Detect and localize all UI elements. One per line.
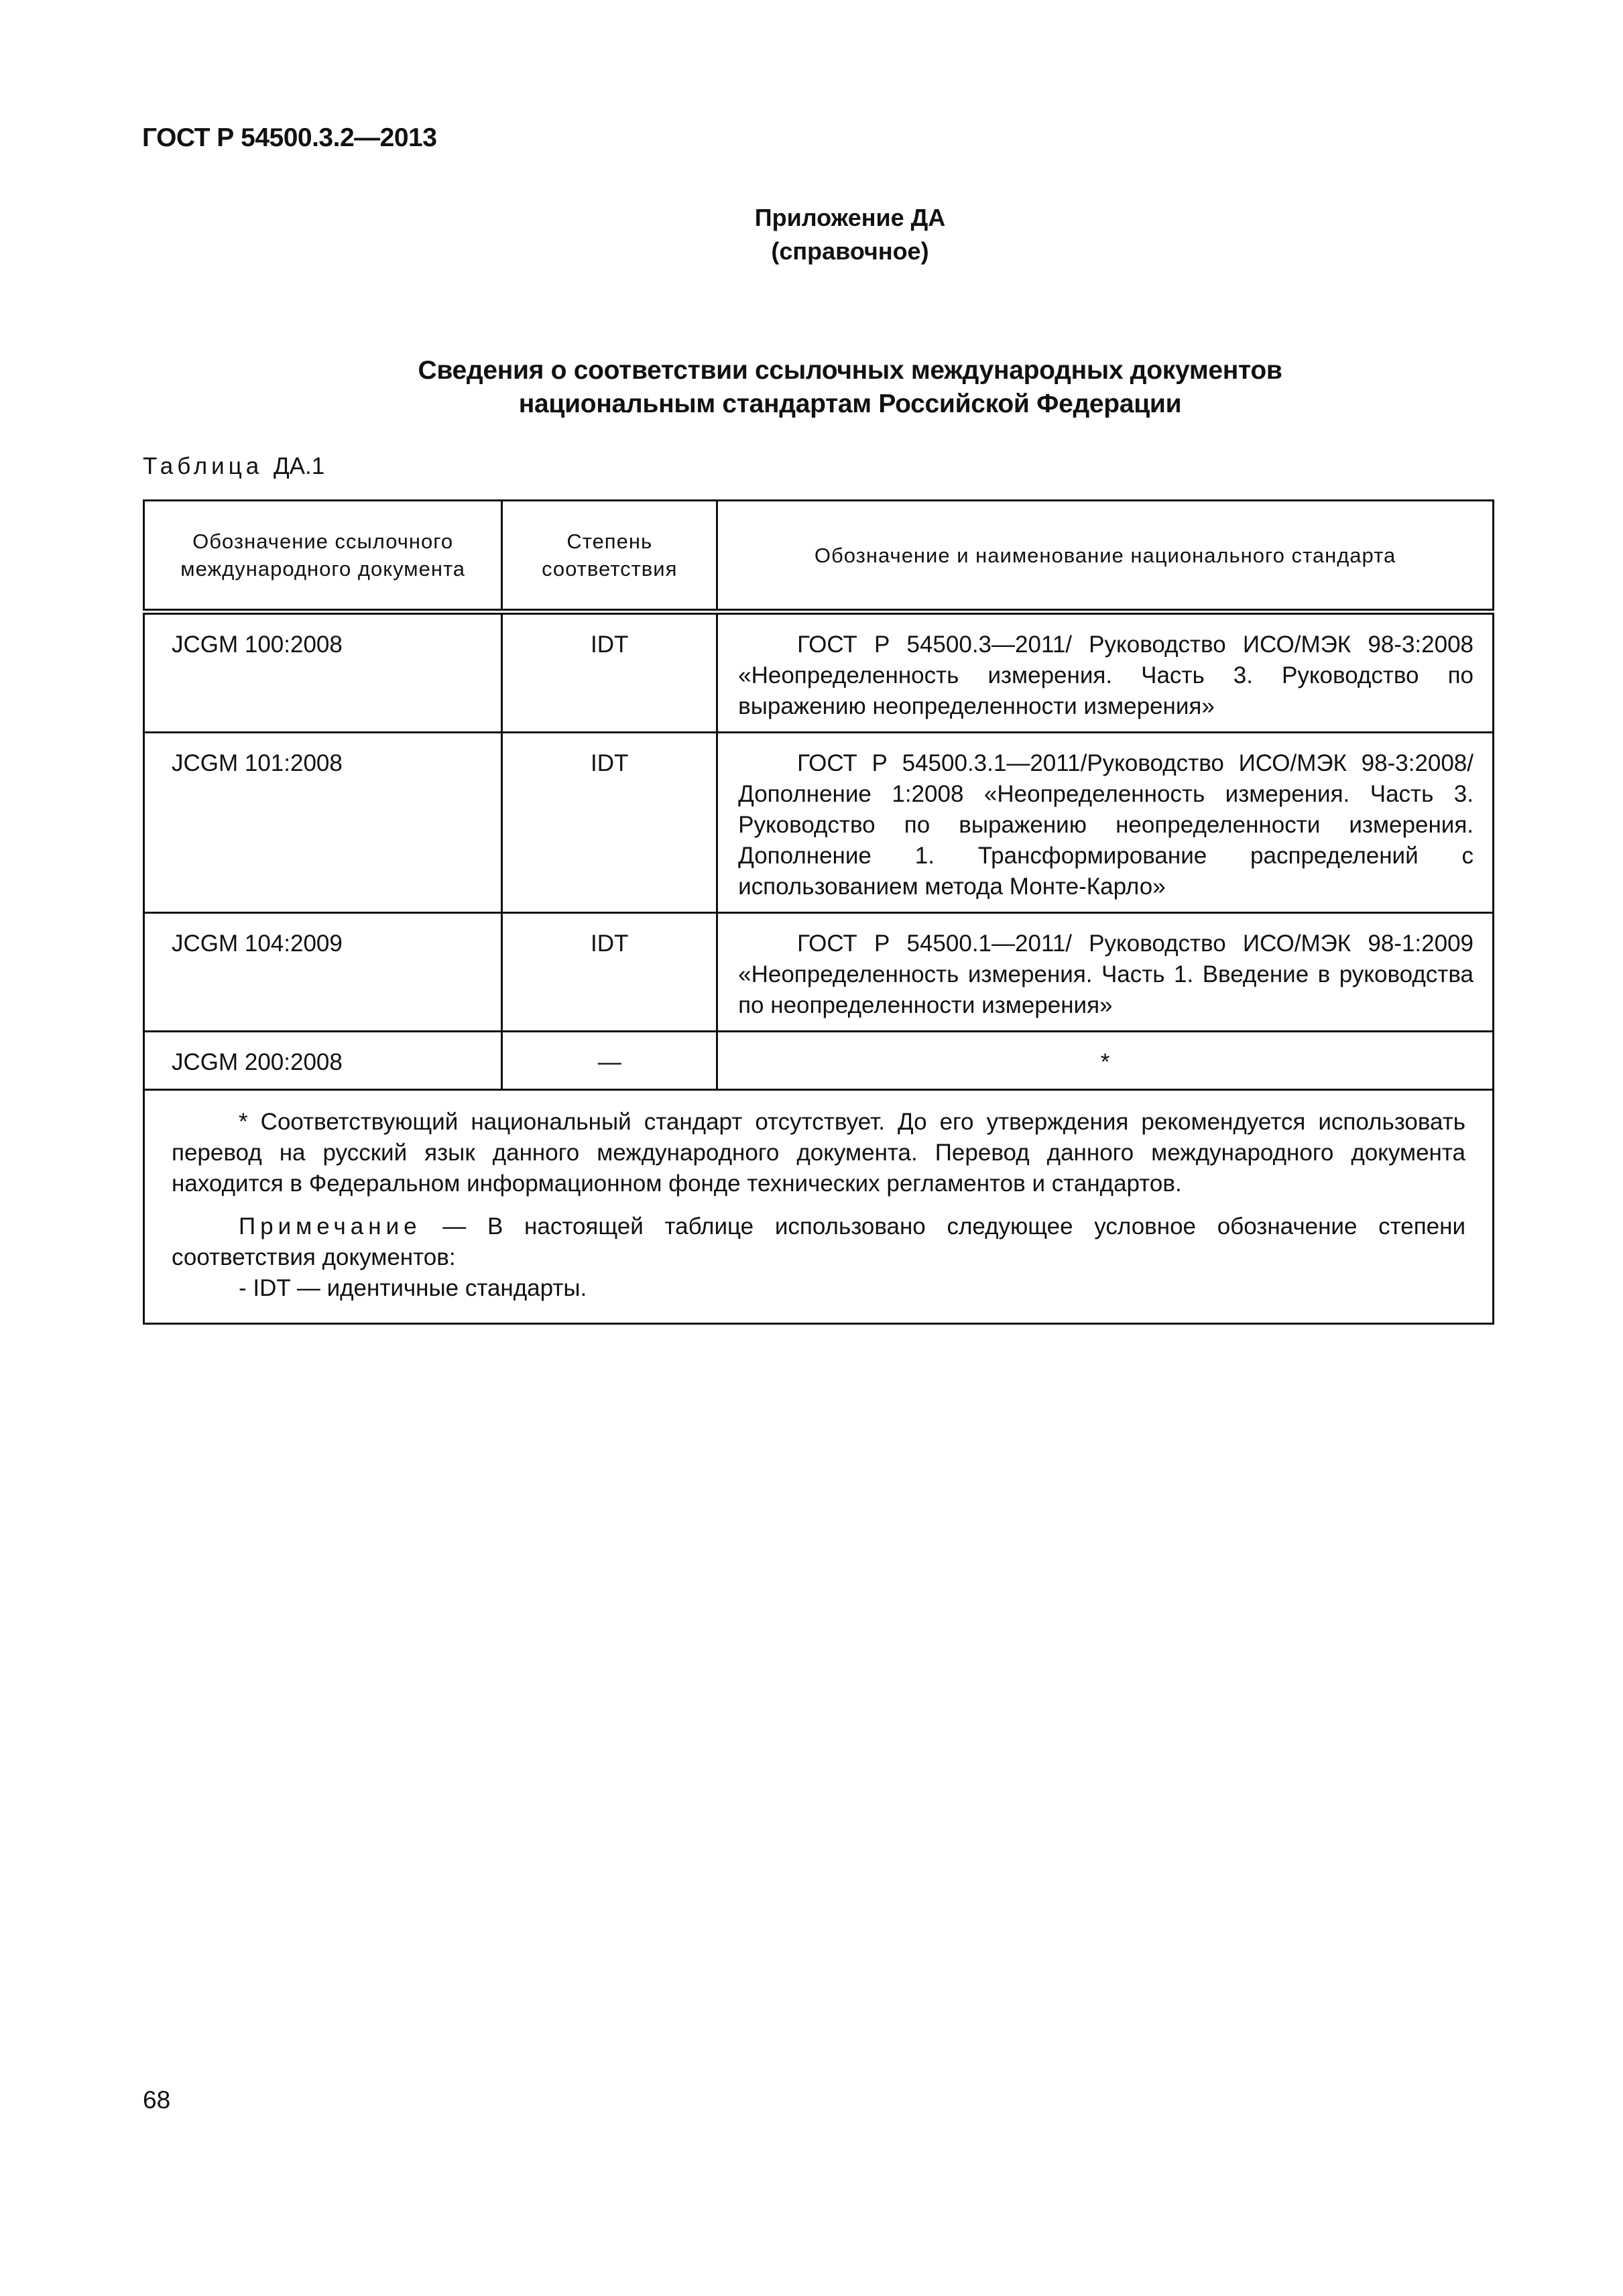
table-label (143, 453, 324, 480)
document-code: ГОСТ Р 54500.3.2—2013 (142, 123, 437, 152)
section-title-line1: Сведения о соответствии ссылочных международных документов (418, 356, 1282, 385)
note-item: - IDT — идентичные стандарты. (239, 1275, 587, 1301)
table-notes (144, 1090, 1494, 1324)
table-row (144, 913, 1494, 1032)
cell-doc: JCGM 200:2008 (144, 1032, 502, 1090)
table-label-word: Таблица (143, 453, 263, 479)
table-header-row (144, 501, 1494, 612)
table-row (144, 612, 1494, 733)
cell-degree: IDT (502, 733, 717, 913)
cell-national: ГОСТ Р 54500.1—2011/ Руководство ИСО/МЭК 98-1:2009 «Неопределенность измерения. Часть 1. Введение в руководства по неопределенности измерения» (717, 913, 1494, 1032)
table-footnote: * Соответствующий национальный стандарт отсутствует. До его утверждения рекомендуется использовать перевод на русский язык данного международного документа. Перевод данного международного документа находится в Федеральном информационном фонде технических регламентов и стандартов. (172, 1109, 1465, 1197)
section-title (0, 354, 1623, 421)
table-row (144, 1032, 1494, 1090)
section-title-line2: национальным стандартам Российской Федерации (518, 389, 1182, 418)
cell-doc: JCGM 100:2008 (144, 612, 502, 733)
reference-table (143, 499, 1494, 1325)
cell-degree: IDT (502, 913, 717, 1032)
cell-degree: — (502, 1032, 717, 1090)
cell-doc: JCGM 101:2008 (144, 733, 502, 913)
annex-heading (0, 201, 1623, 268)
table-row (144, 733, 1494, 913)
cell-degree: IDT (502, 612, 717, 733)
cell-national: ГОСТ Р 54500.3—2011/ Руководство ИСО/МЭК 98-3:2008 «Неопределенность измерения. Часть 3. Руководство по выражению неопределенности измерения» (717, 612, 1494, 733)
page-number: 68 (143, 2086, 171, 2114)
header-degree: Степень соответствия (502, 501, 717, 612)
note-text: — В настоящей таблице использовано следующее условное обозначение степени соответствия документов: (172, 1213, 1465, 1270)
header-international-doc: Обозначение ссылочного международного документа (144, 501, 502, 612)
table-notes-row (144, 1090, 1494, 1324)
table-note (172, 1211, 1465, 1273)
cell-national: * (717, 1032, 1494, 1090)
cell-doc: JCGM 104:2009 (144, 913, 502, 1032)
note-label: Примечание (239, 1213, 422, 1240)
table-label-number: ДА.1 (273, 453, 325, 479)
annex-type: (справочное) (771, 237, 929, 265)
cell-national: ГОСТ Р 54500.3.1—2011/Руководство ИСО/МЭК 98-3:2008/ Дополнение 1:2008 «Неопределенность измерения. Часть 3. Руководство по выражению неопределенности измерения. Дополнение 1. Трансформирование распределений с использованием метода Монте-Карло» (717, 733, 1494, 913)
annex-title: Приложение ДА (754, 204, 946, 231)
header-national-standard: Обозначение и наименование национального стандарта (717, 501, 1494, 612)
